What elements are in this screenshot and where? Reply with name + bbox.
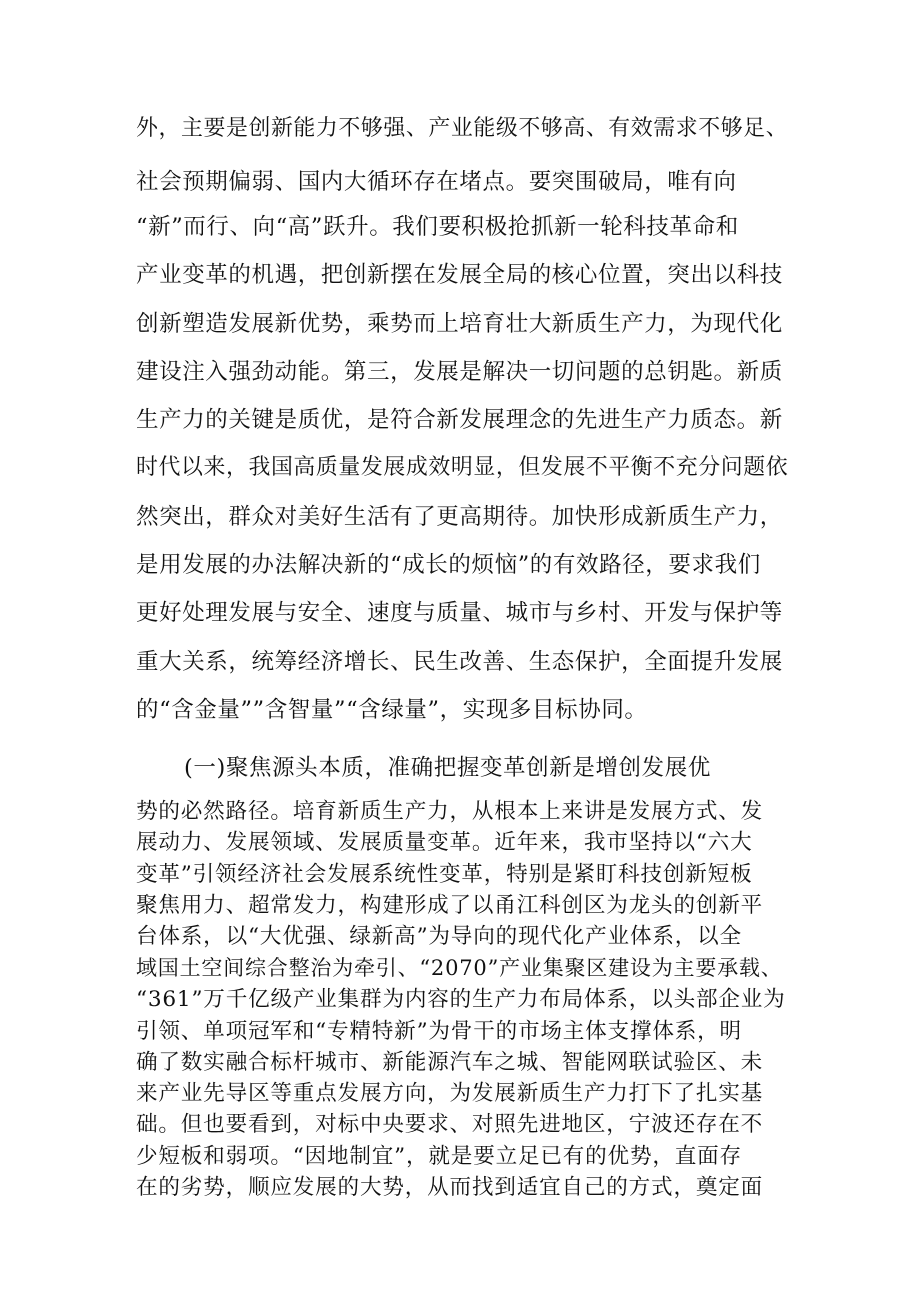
- text-line: “361”万千亿级产业集群为内容的生产力布局体系，以头部企业为: [136, 987, 786, 1012]
- text-line: 外，主要是创新能力不够强、产业能级不够高、有效需求不够足、: [136, 116, 789, 141]
- text-line: “新”而行、向“高”跃升。我们要积极抢抓新一轮科技革命和: [136, 214, 739, 240]
- text-line: 的“含金量””含智量”“含绿量”，实现多目标协同。: [136, 697, 648, 723]
- text-line: 础。但也要看到，对标中央要求、对照先进地区，宁波还存在不: [136, 1112, 764, 1137]
- text-line: 是用发展的办法解决新的“成长的烦恼”的有效路径，要求我们: [136, 552, 761, 578]
- text-line: 域国土空间综合整治为牵引、“2070”产业集聚区建设为主要承载、: [136, 956, 783, 980]
- text-line: 产业变革的机遇，把创新摆在发展全局的核心位置，突出以科技: [136, 262, 783, 288]
- text-line: 确了数实融合标杆城市、新能源汽车之城、智能网联试验区、未: [136, 1050, 764, 1075]
- text-line: 展动力、发展领域、发展质量变革。近年来，我市坚持以“六大: [136, 830, 753, 855]
- text-line: 台体系，以“大优强、绿新高”为导向的现代化产业体系，以全: [136, 924, 742, 949]
- text-line: 少短板和弱项。“因地制宜”，就是要立足已有的优势，直面存: [136, 1144, 742, 1169]
- text-line: 社会预期偏弱、国内大循环存在堵点。要突围破局，唯有向: [136, 169, 737, 195]
- section-heading: (一)聚焦源头本质，准确把握变革创新是增创发展优: [184, 755, 711, 781]
- text-line: 重大关系，统筹经济增长、民生改善、生态保护，全面提升发展: [136, 649, 783, 675]
- text-line: 更好处理发展与安全、速度与质量、城市与乡村、开发与保护等: [136, 600, 783, 626]
- text-line: 来产业先导区等重点发展方向，为发展新质生产力打下了扎实基: [136, 1081, 764, 1106]
- text-line: 在的劣势，顺应发展的大势，从而找到适宜自己的方式，奠定面: [136, 1175, 764, 1200]
- text-line: 聚焦用力、超常发力，构建形成了以甬江科创区为龙头的创新平: [136, 893, 764, 918]
- text-line: 创新塑造发展新优势，乘势而上培育壮大新质生产力，为现代化: [136, 311, 783, 337]
- text-line: 势的必然路径。培育新质生产力，从根本上来讲是发展方式、发: [136, 799, 764, 824]
- text-line: 建设注入强劲动能。第三，发展是解决一切问题的总钥匙。新质: [136, 359, 783, 385]
- text-line: 变革”引领经济社会发展系统性变革，特别是紧盯科技创新短板: [136, 862, 753, 887]
- text-line: 时代以来，我国高质量发展成效明显，但发展不平衡不充分问题依: [136, 455, 789, 480]
- text-line: 生产力的关键是质优，是符合新发展理念的先进生产力质态。新: [136, 407, 783, 433]
- text-line: 引领、单项冠军和“专精特新”为骨干的市场主体支撑体系，明: [136, 1019, 742, 1044]
- text-line: 然突出，群众对美好生活有了更高期待。加快形成新质生产力，: [136, 504, 783, 530]
